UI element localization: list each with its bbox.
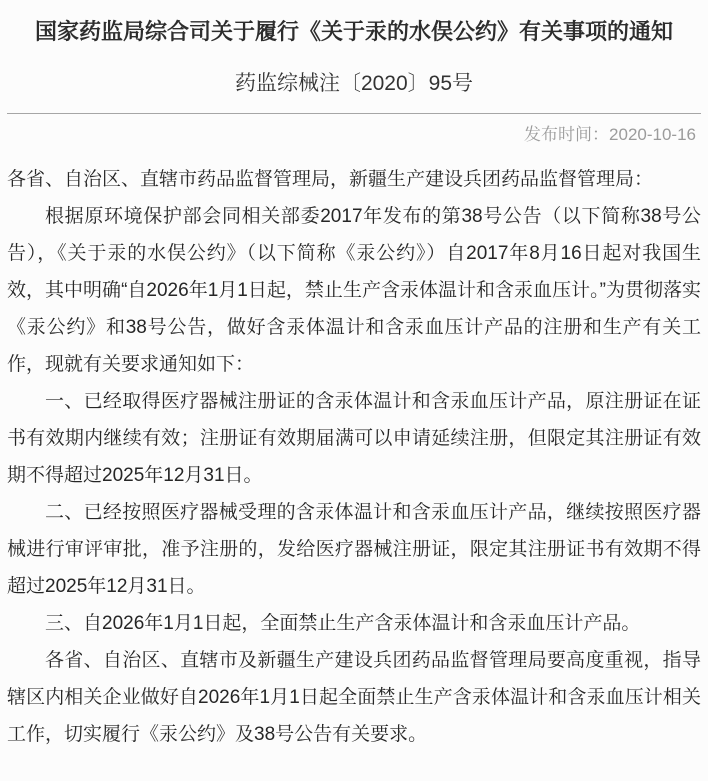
body-paragraph: 二、已经按照医疗器械受理的含汞体温计和含汞血压计产品，继续按照医疗器械进行审评审批，准予注册的，发给医疗器械注册证，限定其注册证书有效期不得超过2025年12月31日。 (7, 502, 701, 597)
body-paragraph: 一、已经取得医疗器械注册证的含汞体温计和含汞血压计产品，原注册证在证书有效期内继续有效；注册证有效期届满可以申请延续注册，但限定其注册证有效期不得超过2025年12月31日。 (7, 391, 701, 486)
body-paragraph: 三、自2026年1月1日起，全面禁止生产含汞体温计和含汞血压计产品。 (45, 613, 641, 634)
document-number: 药监综械注〔2020〕95号 (234, 72, 474, 95)
page-title: 国家药监局综合司关于履行《关于汞的水俣公约》有关事项的通知 (34, 19, 673, 44)
header-divider (7, 113, 701, 114)
publish-time: 发布时间：2020-10-16 (524, 125, 696, 144)
document-body (7, 161, 701, 753)
body-paragraph: 各省、自治区、直辖市药品监督管理局，新疆生产建设兵团药品监督管理局： (7, 169, 654, 190)
body-paragraph: 根据原环境保护部会同相关部委2017年发布的第38号公告（以下简称38号公告），《关于汞的水俣公约》（以下简称《汞公约》）自2017年8月16日起对我国生效，其中明确“自2026年1月1日起，禁止生产含汞体温计和含汞血压计。”为贯彻落实《汞公约》和38号公告，做好含汞体温计和含汞血压计产品的注册和生产有关工作，现就有关要求通知如下： (7, 206, 701, 375)
body-paragraph: 各省、自治区、直辖市及新疆生产建设兵团药品监督管理局要高度重视，指导辖区内相关企业做好自2026年1月1日起全面禁止生产含汞体温计和含汞血压计相关工作，切实履行《汞公约》及38号公告有关要求。 (7, 650, 701, 745)
